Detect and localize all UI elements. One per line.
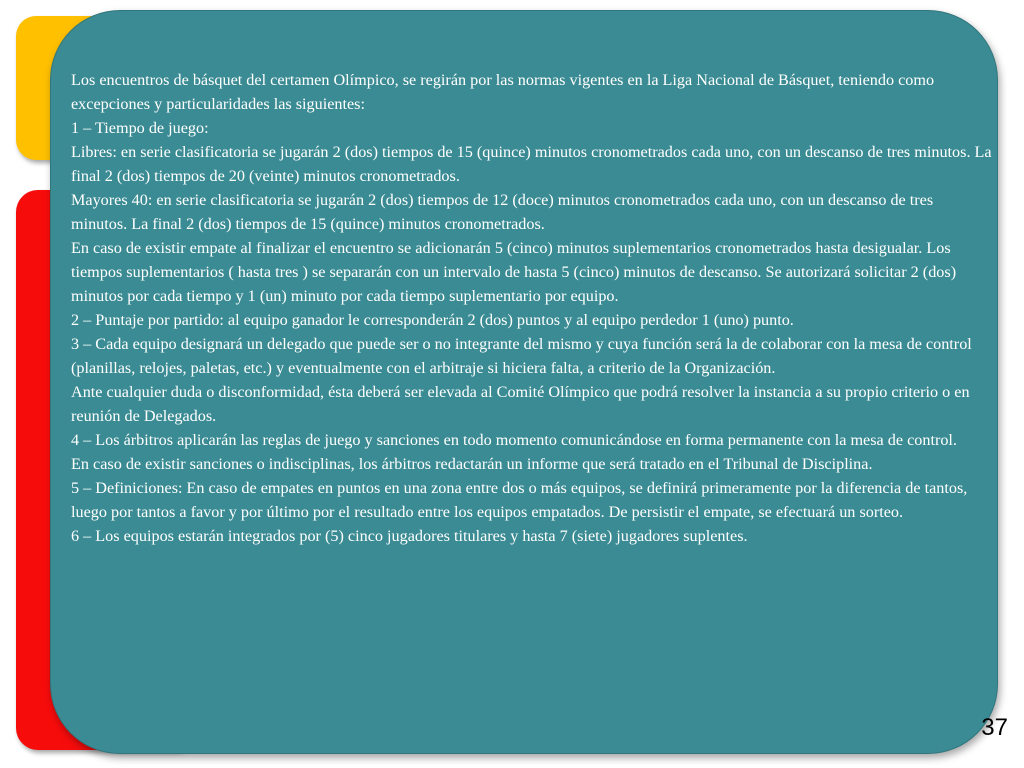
- paragraph-puntaje: 2 – Puntaje por partido: al equipo ganador le corresponderán 2 (dos) puntos y al equipo perdedor 1 (uno) punto.: [71, 311, 794, 329]
- paragraph-mayores-40: Mayores 40: en serie clasificatoria se jugarán 2 (dos) tiempos de 12 (doce) minutos cronometrados cada uno, con un descanso de tres minutos. La final 2 (dos) tiempos de 15 (quince) minutos cronometrados.: [71, 191, 934, 233]
- paragraph-equipos: 6 – Los equipos estarán integrados por (5) cinco jugadores titulares y hasta 7 (siete) jugadores suplentes.: [71, 527, 748, 545]
- slide-number: 37: [981, 714, 1008, 741]
- paragraph-delegado: 3 – Cada equipo designará un delegado que puede ser o no integrante del mismo y cuya función será la de colaborar con la mesa de control (planillas, relojes, paletas, etc.) y eventualmente con el arbitraje si hiciera falta, a criterio de la Organización.: [71, 335, 972, 377]
- slide-body-text: [71, 68, 993, 548]
- paragraph-intro: Los encuentros de básquet del certamen Olímpico, se regirán por las normas vigentes en la Liga Nacional de Básquet, teniendo como excepciones y particularidades las siguientes:: [71, 71, 935, 113]
- paragraph-tiempo-de-juego: 1 – Tiempo de juego:: [71, 119, 209, 137]
- paragraph-empate: En caso de existir empate al finalizar el encuentro se adicionarán 5 (cinco) minutos suplementarios cronometrados hasta desigualar. Los tiempos suplementarios ( hasta tres ) se separarán con un intervalo de hasta 5 (cinco) minutos de descanso. Se autorizará solicitar 2 (dos) minutos por cada tiempo y 1 (un) minuto por cada tiempo suplementario por equipo.: [71, 239, 957, 305]
- paragraph-arbitros: 4 – Los árbitros aplicarán las reglas de juego y sanciones en todo momento comunicándose en forma permanente con la mesa de control.: [71, 431, 957, 449]
- paragraph-libres: Libres: en serie clasificatoria se jugarán 2 (dos) tiempos de 15 (quince) minutos cronometrados cada uno, con un descanso de tres minutos. La final 2 (dos) tiempos de 20 (veinte) minutos cronometrados.: [71, 143, 992, 185]
- paragraph-disconformidad: Ante cualquier duda o disconformidad, ésta deberá ser elevada al Comité Olímpico que podrá resolver la instancia a su propio criterio o en reunión de Delegados.: [71, 383, 970, 425]
- paragraph-sanciones: En caso de existir sanciones o indisciplinas, los árbitros redactarán un informe que será tratado en el Tribunal de Disciplina.: [71, 455, 873, 473]
- paragraph-definiciones: 5 – Definiciones: En caso de empates en puntos en una zona entre dos o más equipos, se definirá primeramente por la diferencia de tantos, luego por tantos a favor y por último por el resultado entre los equipos empatados. De persistir el empate, se efectuará un sorteo.: [71, 479, 968, 521]
